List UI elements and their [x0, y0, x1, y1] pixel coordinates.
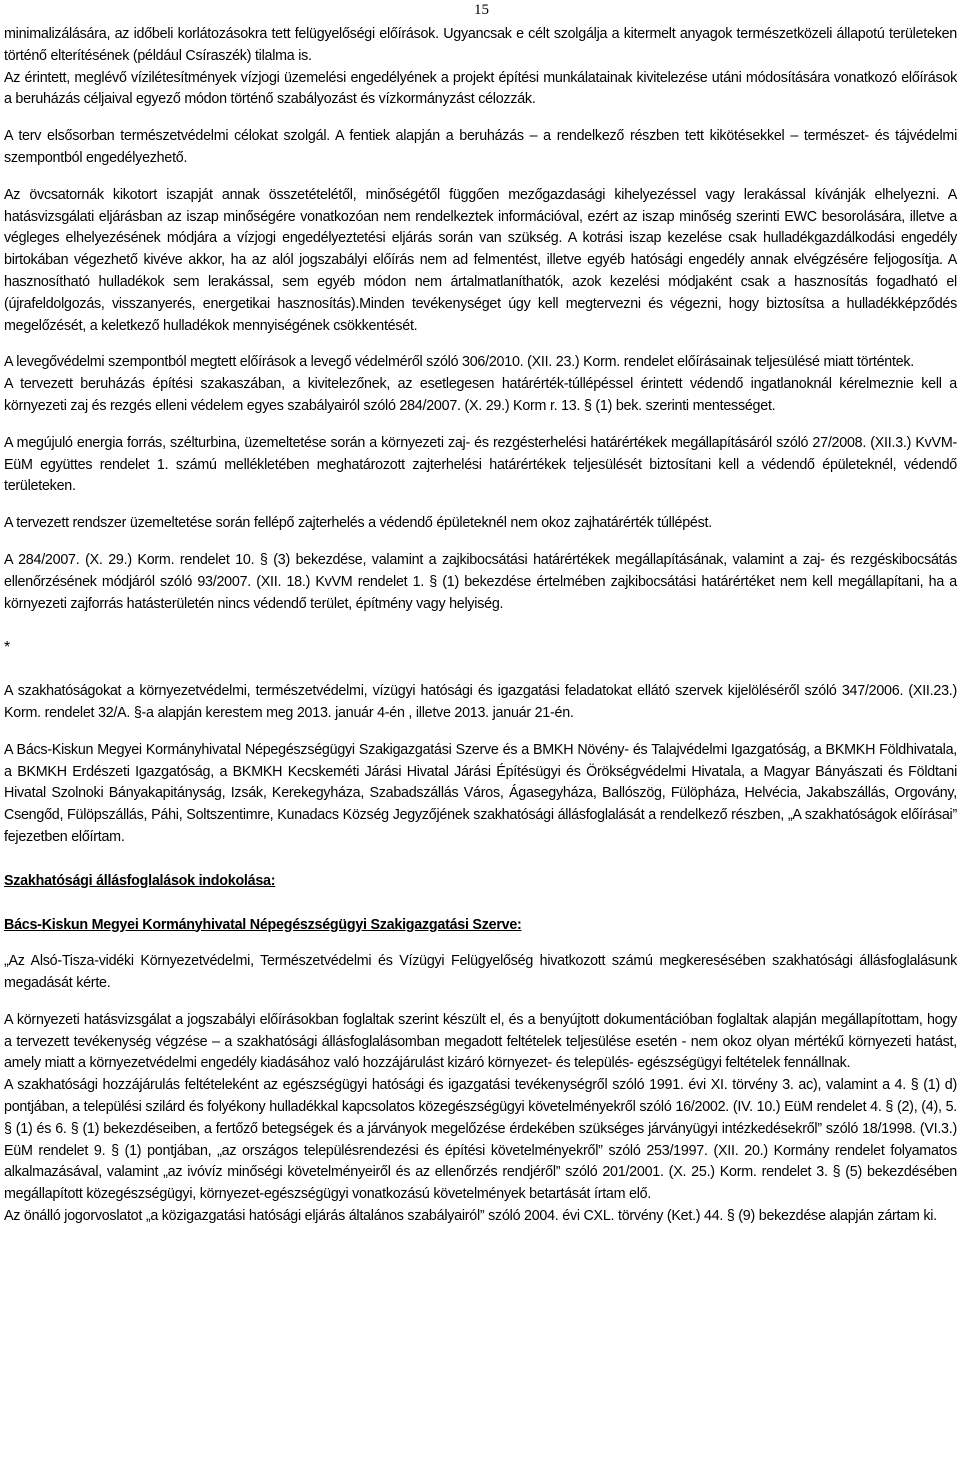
paragraph: Az övcsatornák kikotort iszapját annak összetételétől, minőségétől függően mezőgazdasági kihelyezéssel vagy lerakással kívánják elhelyezni. A hatásvizsgálati eljárásban az iszap minőségére vonatkozóan nem rendelkeztek információval, ezért az iszap minőség szerinti EWC besorolására, illetve a végleges elhelyezésének módjára a vízjogi engedélyeztetési eljárás során van szükség. A kotrási iszap kezelése csak hulladékgazdálkodási engedély birtokában végezhető kivéve akkor, ha az alól jogszabályi előírás nem ad felmentést, illetve egyéb hatósági engedély annak elvégzésére feljogosítja. A hasznosítható hulladékok sem lerakással, sem egyéb módon nem ártalmatlaníthatók, azok kezelési módjaként csak a hasznosítás fogadható el (újrafeldolgozás, visszanyerés, energetikai hasznosítás).Minden tevékenységet úgy kell megtervezni és végezni, hogy biztosítsa a hulladékképződés megelőzését, a keletkező hulladékok mennyiségének csökkentését. — [4, 186, 957, 334]
paragraph: Az érintett, meglévő vízilétesítmények vízjogi üzemelési engedélyének a projekt építési munkálatainak kivitelezése utáni módosítására vonatkozó előírások a beruházás céljaival egyező módon történő szabályozást és vízkormányzást célozzák. — [4, 69, 957, 108]
paragraph: A levegővédelmi szempontból megtett előírások a levegő védelméről szóló 306/2010. (XII. 23.) Korm. rendelet előírásainak teljesülésé miatt történtek. — [4, 354, 915, 371]
document-page — [4, 0, 957, 1459]
paragraph: A környezeti hatásvizsgálat a jogszabályi előírásokban foglaltak szerint készült el, és a benyújtott dokumentációban foglaltak alapján megállapítottam, hogy a tervezett tevékenység végzése – a szakhatósági állásfoglalásomban megadott feltételek teljesülése esetén - nem okoz olyan mértékű környezeti hatást, amely miatt a környezetvédelmi engedély kiadásához való hozzájárulást kizáró környezet- és település- egészségügyi feltételek fennállnak. — [4, 1011, 957, 1072]
paragraph: A tervezett beruházás építési szakaszában, a kivitelezőnek, az esetlegesen határérték-túllépéssel érintett védendő ingatlanoknál kérelmeznie kell a környezeti zaj és rezgés elleni védelem egyes szabályairól szóló 284/2007. (X. 29.) Korm r. 13. § (1) bek. szerinti mentességet. — [4, 376, 957, 414]
section-heading: Szakhatósági állásfoglalások indokolása: — [4, 872, 276, 889]
paragraph: Az önálló jogorvoslatot „a közigazgatási hatósági eljárás általános szabályairól” szóló 2004. évi CXL. törvény (Ket.) 44. § (9) bekezdése alapján zártam ki. — [4, 1208, 937, 1225]
paragraph: A szakhatóságokat a környezetvédelmi, természetvédelmi, vízügyi hatósági és igazgatási feladatokat ellátó szervek kijelöléséről szóló 347/2006. (XII.23.) Korm. rendelet 32/A. §-a alapján kerestem meg 2013. január 4-én , illetve 2013. január 21-én. — [4, 683, 957, 721]
paragraph: A Bács-Kiskun Megyei Kormányhivatal Népegészségügyi Szakigazgatási Szerve és a BMKH Növény- és Talajvédelmi Igazgatóság, a BKMKH Földhivatala, a BKMKH Erdészeti Igazgatóság, a BKMKH Kecskeméti Járási Hivatal Járási Építésügyi és Örökségvédelmi Hivatala, a Magyar Bányászati és Földtani Hivatal Szolnoki Bányakapitányság, Izsák, Kerekegyháza, Szabadszállás Város, Ágasegyháza, Ballószög, Fülöpháza, Helvécia, Jakabszállás, Orgovány, Csengőd, Fülöpszállás, Páhi, Soltszentimre, Kunadacs Község Jegyzőjének szakhatósági állásfoglalását a rendelkező részben, „A szakhatóságok előírásai” fejezetben előírtam. — [4, 741, 957, 845]
paragraph: A terv elsősorban természetvédelmi célokat szolgál. A fentiek alapján a beruházás – a rendelkező részben tett kikötésekkel – természet- és tájvédelmi szempontból engedélyezhető. — [4, 128, 957, 166]
subsection-heading: Bács-Kiskun Megyei Kormányhivatal Népegészségügyi Szakigazgatási Szerve: — [4, 916, 522, 933]
paragraph: A 284/2007. (X. 29.) Korm. rendelet 10. § (3) bekezdése, valamint a zajkibocsátási határértékek megállapításának, valamint a zaj- és rezgéskibocsátás ellenőrzésének módjáról szóló 93/2007. (XII. 18.) KvVM rendelet 1. § (1) bekezdése értelmében zajkibocsátási határértéket nem kell megállapítani, ha a környezeti zajforrás hatásterületén nincs védendő terület, építmény vagy helyiség. — [4, 551, 957, 612]
paragraph: minimalizálására, az időbeli korlátozásokra tett felügyelőségi előírások. Ugyancsak e célt szolgálja a kitermelt anyagok természetközeli állapotú területeken történő elterítésének (például Csíraszék) tilalma is. — [4, 26, 957, 64]
paragraph: „Az Alsó-Tisza-vidéki Környezetvédelmi, Természetvédelmi és Vízügyi Felügyelőség hivatkozott számú megkeresésében szakhatósági állásfoglalásunk megadását kérte. — [4, 953, 957, 992]
section-separator: * — [4, 639, 10, 657]
paragraph: A megújuló energia forrás, szélturbina, üzemeltetése során a környezeti zaj- és rezgésterhelési határértékek megállapításáról szóló 27/2008. (XII.3.) KvVM-EüM együttes rendelet 1. számú mellékletében meghatározott zajterhelési határértékek teljesülését biztosítani kell a védendő épületeknél, védendő területeken. — [4, 434, 957, 495]
paragraph: A tervezett rendszer üzemeltetése során fellépő zajterhelés a védendő épületeknél nem okoz zajhatárérték túllépést. — [4, 515, 712, 532]
page-number: 15 — [474, 2, 489, 18]
document-body — [4, 24, 957, 1228]
paragraph: A szakhatósági hozzájárulás feltételeként az egészségügyi hatósági és igazgatási tevékenységről szóló 1991. évi XI. törvény 3. ac), valamint a 4. § (1) d) pontjában, a települési szilárd és folyékony hulladékkal kapcsolatos közegészségügyi követelményekről szóló 16/2002. (IV. 10.) EüM rendelet 4. § (2), (4), 5. § (1) és 6. § (1) bekezdéseiben, a fertőző betegségek és a járványok megelőzése érdekében szükséges járványügyi intézkedésekről” szóló 18/1998. (VI.3.) EüM rendelet 9. § (1) pontjában, „az országos településrendezési és építési követelményekről” szóló 253/1997. (XII. 20.) Kormány rendelet folyamatos alkalmazásával, valamint „az ivóvíz minőségi követelményeiről és az ellenőrzés rendjéről” szóló 201/2001. (X. 25.) Korm. rendelet 3. § (5) bekezdésében megállapított közegészségügyi, környezet-egészségügyi vonatkozású követelmények betartását írtam elő. — [4, 1077, 957, 1203]
